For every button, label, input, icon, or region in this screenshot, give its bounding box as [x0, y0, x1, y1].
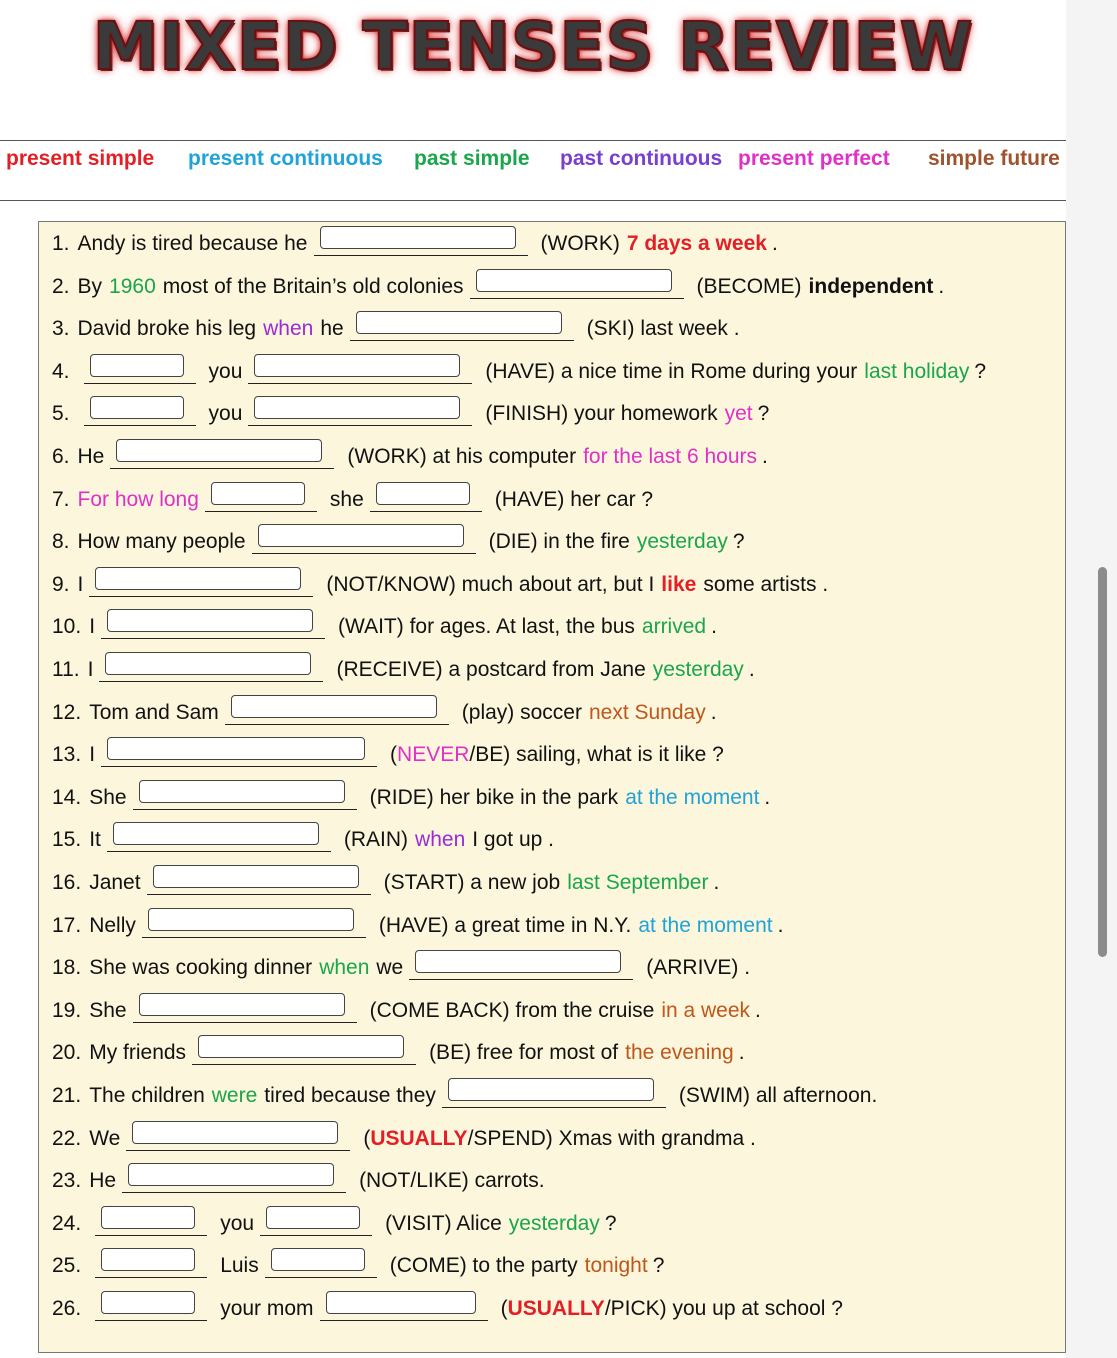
exercise-number: 24.: [52, 1211, 82, 1235]
answer-input-box[interactable]: [116, 439, 322, 462]
answer-blank[interactable]: [84, 357, 196, 384]
exercise-text: (NOT/KNOW) much about art, but I: [326, 572, 655, 596]
answer-input-box[interactable]: [90, 396, 184, 419]
exercise-text: /BE) sailing, what is it like ?: [469, 743, 724, 767]
answer-blank[interactable]: [95, 1209, 207, 1236]
exercise-text: .: [710, 700, 717, 724]
exercise-text: (BE) free for most of: [429, 1041, 619, 1065]
highlight-text: yesterday: [636, 530, 728, 554]
exercise-item: [52, 1248, 664, 1278]
exercise-number: 25.: [52, 1254, 82, 1278]
exercise-text: .: [711, 615, 717, 639]
answer-blank[interactable]: [252, 527, 476, 554]
exercise-item: [52, 865, 719, 895]
answer-input-box[interactable]: [198, 1035, 404, 1058]
exercise-text: (VISIT) Alice: [385, 1211, 502, 1235]
highlight-text: USUALLY: [370, 1126, 468, 1150]
exercise-text: (WAIT) for ages. At last, the bus: [338, 615, 635, 639]
exercise-text: ?: [974, 359, 987, 383]
header: [0, 0, 1066, 130]
exercise-text: most of the Britain’s old colonies: [162, 274, 464, 298]
highlight-text: USUALLY: [507, 1297, 605, 1320]
scrollbar-thumb[interactable]: [1098, 567, 1107, 957]
tense-label: simple future: [928, 147, 1060, 170]
answer-blank[interactable]: [370, 485, 482, 512]
answer-input-box[interactable]: [356, 311, 562, 334]
highlight-text: last September: [567, 871, 709, 894]
exercise-text: Nelly: [89, 913, 136, 937]
exercise-text: .: [762, 445, 768, 468]
highlight-text: last holiday: [864, 359, 970, 383]
tense-label: past simple: [414, 147, 530, 170]
answer-blank[interactable]: [320, 1294, 488, 1321]
exercise-item: [52, 524, 745, 554]
exercise-text: (SKI) last week .: [586, 317, 740, 341]
highlight-text: when: [263, 317, 314, 341]
exercise-text: (RAIN): [343, 828, 409, 852]
page-title: MIXED TENSES REVIEW: [92, 8, 974, 85]
answer-blank[interactable]: [84, 399, 196, 426]
answer-blank[interactable]: [110, 442, 334, 469]
exercise-number: 16.: [52, 871, 82, 894]
exercise-text: (WORK): [540, 232, 620, 255]
highlight-text: for the last 6 hours: [583, 445, 758, 468]
answer-input-box[interactable]: [271, 1248, 365, 1271]
exercise-text: (START) a new job: [383, 871, 561, 894]
answer-blank[interactable]: [122, 1166, 346, 1193]
exercise-item: [52, 311, 740, 341]
exercise-item: [52, 780, 770, 810]
exercise-text: (RECEIVE) a postcard from Jane: [336, 658, 646, 681]
answer-input-box[interactable]: [153, 865, 359, 888]
exercise-text: How many people: [77, 530, 246, 554]
exercise-number: 4.: [52, 359, 70, 383]
highlight-text: at the moment: [625, 785, 760, 809]
answer-input-box[interactable]: [107, 609, 313, 632]
highlight-text: yesterday: [652, 658, 744, 681]
answer-blank[interactable]: [147, 868, 371, 895]
exercise-text: (: [500, 1297, 508, 1320]
exercise-item: [52, 439, 768, 469]
answer-input-box[interactable]: [95, 567, 301, 590]
exercise-number: 23.: [52, 1169, 82, 1193]
answer-blank[interactable]: [142, 911, 366, 938]
exercise-text: I got up .: [472, 828, 554, 852]
exercise-text: David broke his leg: [77, 317, 257, 341]
exercise-text: (HAVE) her car ?: [494, 487, 654, 511]
exercise-text: .: [748, 658, 755, 681]
exercise-text: (WORK) at his computer: [347, 445, 577, 468]
highlight-text: NEVER: [397, 743, 470, 767]
exercise-text: (: [390, 743, 398, 767]
answer-blank[interactable]: [225, 698, 449, 725]
exercise-item: [52, 567, 828, 597]
exercise-number: 8.: [52, 530, 70, 554]
exercise-text: (HAVE) a great time in N.Y.: [378, 913, 632, 937]
answer-blank[interactable]: [95, 1251, 207, 1278]
exercise-text: (FINISH) your homework: [485, 402, 718, 426]
exercise-text: She was cooking dinner: [89, 956, 313, 980]
answer-input-box[interactable]: [107, 737, 365, 760]
answer-input-box[interactable]: [101, 1291, 195, 1314]
exercise-number: 6.: [52, 445, 70, 468]
exercise-number: 5.: [52, 402, 70, 426]
answer-input-box[interactable]: [320, 226, 516, 249]
exercise-item: [52, 950, 750, 980]
answer-blank[interactable]: [99, 655, 323, 682]
answer-blank[interactable]: [265, 1251, 377, 1278]
exercise-number: 1.: [52, 232, 70, 255]
exercise-text: ?: [732, 530, 745, 554]
answer-blank[interactable]: [126, 1124, 350, 1151]
exercise-number: 9.: [52, 572, 70, 596]
answer-input-box[interactable]: [128, 1163, 334, 1186]
exercise-number: 10.: [52, 615, 82, 639]
highlight-text: the evening: [625, 1041, 734, 1065]
answer-input-box[interactable]: [139, 993, 345, 1016]
answer-input-box[interactable]: [113, 822, 319, 845]
highlight-text: in a week: [661, 998, 751, 1022]
answer-input-box[interactable]: [105, 652, 311, 675]
exercise-text: I: [77, 572, 84, 596]
exercise-text: ?: [604, 1211, 617, 1235]
exercise-text: I: [89, 743, 96, 767]
exercise-text: .: [777, 913, 784, 937]
exercise-text: your mom: [220, 1297, 314, 1320]
answer-input-box[interactable]: [254, 396, 460, 419]
highlight-text: were: [211, 1084, 258, 1107]
answer-input-box[interactable]: [376, 482, 470, 505]
exercise-number: 2.: [52, 274, 70, 298]
answer-blank[interactable]: [350, 314, 574, 341]
highlight-text: yet: [724, 402, 753, 426]
exercise-text: you: [208, 402, 243, 426]
answer-blank[interactable]: [95, 1294, 207, 1321]
exercise-item: [52, 396, 769, 426]
answer-input-box[interactable]: [132, 1121, 338, 1144]
answer-blank[interactable]: [205, 485, 317, 512]
exercise-text: you: [220, 1211, 255, 1235]
exercise-number: 18.: [52, 956, 82, 980]
answer-input-box[interactable]: [148, 908, 354, 931]
exercise-text: (SWIM) all afternoon.: [678, 1084, 878, 1107]
highlight-text: 1960: [109, 274, 156, 298]
answer-input-box[interactable]: [326, 1291, 476, 1314]
exercise-text: He: [89, 1169, 117, 1193]
exercise-number: 22.: [52, 1126, 82, 1150]
exercise-text: She: [89, 785, 127, 809]
highlight-text: like: [661, 572, 697, 596]
exercise-text: we: [376, 956, 404, 980]
highlight-text: at the moment: [638, 913, 773, 937]
highlight-text: next Sunday: [588, 700, 706, 724]
exercise-text: she: [329, 487, 364, 511]
tense-label: past continuous: [560, 147, 723, 170]
answer-input-box[interactable]: [139, 780, 345, 803]
answer-blank[interactable]: [89, 570, 313, 597]
answer-blank[interactable]: [442, 1081, 666, 1108]
exercise-text: .: [764, 785, 771, 809]
exercise-text: he: [320, 317, 344, 341]
tense-label: present continuous: [188, 147, 383, 170]
exercise-text: .: [755, 998, 761, 1022]
exercise-item: [52, 993, 761, 1023]
answer-blank[interactable]: [260, 1209, 372, 1236]
exercise-text: .: [771, 232, 778, 255]
answer-input-box[interactable]: [254, 354, 460, 377]
exercise-number: 11.: [52, 658, 80, 681]
exercise-text: ?: [652, 1254, 665, 1278]
highlight-text: yesterday: [508, 1211, 600, 1235]
tense-label: present perfect: [738, 147, 890, 170]
highlight-text: when: [415, 828, 466, 852]
exercise-text: Luis: [220, 1254, 259, 1278]
exercise-text: (COME BACK) from the cruise: [369, 998, 655, 1022]
divider-top: [0, 140, 1066, 141]
exercise-item: [52, 609, 717, 639]
answer-input-box[interactable]: [448, 1078, 654, 1101]
exercise-item: [52, 226, 778, 256]
answer-blank[interactable]: [133, 996, 357, 1023]
exercise-text: (COME) to the party: [389, 1254, 578, 1278]
answer-blank[interactable]: [101, 740, 377, 767]
exercise-text: (NOT/LIKE) carrots.: [359, 1169, 545, 1193]
exercise-text: He: [77, 445, 105, 468]
exercise-number: 3.: [52, 317, 70, 341]
highlight-text: For how long: [77, 487, 199, 511]
exercise-number: 20.: [52, 1041, 82, 1065]
exercise-item: [52, 695, 717, 725]
exercise-text: (DIE) in the fire: [488, 530, 630, 554]
exercise-item: [52, 1163, 545, 1193]
exercise-text: tired because they: [264, 1084, 436, 1107]
divider-bottom: [0, 200, 1066, 201]
answer-input-box[interactable]: [101, 1206, 195, 1229]
exercise-text: /SPEND) Xmas with grandma .: [467, 1126, 756, 1150]
exercise-item: [52, 908, 783, 938]
exercise-text: (play) soccer: [461, 700, 582, 724]
exercise-text: The children: [89, 1084, 205, 1107]
answer-blank[interactable]: [133, 783, 357, 810]
answer-input-box[interactable]: [476, 269, 672, 292]
exercise-item: [52, 269, 944, 299]
exercise-number: 13.: [52, 743, 82, 767]
answer-blank[interactable]: [248, 399, 472, 426]
exercise-item: [52, 354, 986, 384]
exercise-item: [52, 1035, 745, 1065]
answer-blank[interactable]: [192, 1038, 416, 1065]
exercise-text: /PICK) you up at school ?: [604, 1297, 843, 1320]
exercise-text: ?: [757, 402, 770, 426]
exercise-text: (: [363, 1126, 371, 1150]
exercise-text: I: [87, 658, 94, 681]
answer-input-box[interactable]: [266, 1206, 360, 1229]
exercise-text: (RIDE) her bike in the park: [369, 785, 619, 809]
exercise-item: [52, 737, 724, 767]
exercise-item: [52, 1206, 617, 1236]
highlight-text: independent: [808, 274, 934, 298]
exercise-number: 21.: [52, 1084, 82, 1107]
exercise-item: [52, 1291, 843, 1321]
exercise-text: She: [89, 998, 127, 1022]
exercise-text: It: [89, 828, 101, 852]
exercise-number: 14.: [52, 785, 82, 809]
scrollbar-track[interactable]: [1066, 0, 1117, 1358]
exercise-text: .: [738, 1041, 745, 1065]
answer-input-box[interactable]: [211, 482, 305, 505]
tense-legend: [0, 147, 1066, 177]
exercise-text: (ARRIVE) .: [646, 956, 751, 980]
highlight-text: 7 days a week: [626, 232, 767, 255]
exercise-text: you: [208, 359, 243, 383]
answer-blank[interactable]: [314, 229, 528, 256]
answer-input-box[interactable]: [101, 1248, 195, 1271]
exercise-number: 15.: [52, 828, 82, 852]
exercise-number: 19.: [52, 998, 82, 1022]
exercise-text: Janet: [89, 871, 141, 894]
highlight-text: arrived: [641, 615, 707, 639]
exercise-number: 17.: [52, 913, 82, 937]
exercise-text: My friends: [89, 1041, 187, 1065]
exercise-item: [52, 482, 653, 512]
exercise-item: [52, 1121, 756, 1151]
exercise-text: Andy is tired because he: [77, 232, 308, 255]
exercise-text: some artists .: [703, 572, 829, 596]
exercise-text: Tom and Sam: [89, 700, 219, 724]
exercise-text: We: [89, 1126, 121, 1150]
answer-blank[interactable]: [101, 612, 325, 639]
exercise-number: 7.: [52, 487, 70, 511]
answer-input-box[interactable]: [231, 695, 437, 718]
exercise-text: .: [938, 274, 945, 298]
answer-input-box[interactable]: [415, 950, 621, 973]
exercise-number: 26.: [52, 1297, 82, 1320]
exercise-text: (HAVE) a nice time in Rome during your: [485, 359, 858, 383]
answer-blank[interactable]: [248, 357, 472, 384]
highlight-text: tonight: [584, 1254, 648, 1278]
answer-input-box[interactable]: [90, 354, 184, 377]
answer-blank[interactable]: [470, 272, 684, 299]
answer-blank[interactable]: [409, 953, 633, 980]
answer-blank[interactable]: [107, 825, 331, 852]
exercise-text: .: [713, 871, 720, 894]
exercise-item: [52, 822, 554, 852]
exercise-text: (BECOME): [696, 274, 802, 298]
exercise-number: 12.: [52, 700, 82, 724]
answer-input-box[interactable]: [258, 524, 464, 547]
exercise-text: I: [89, 615, 96, 639]
tense-label: present simple: [6, 147, 155, 170]
exercise-item: [52, 1078, 877, 1108]
exercise-item: [52, 652, 755, 682]
highlight-text: when: [319, 956, 370, 980]
exercise-text: By: [77, 274, 103, 298]
